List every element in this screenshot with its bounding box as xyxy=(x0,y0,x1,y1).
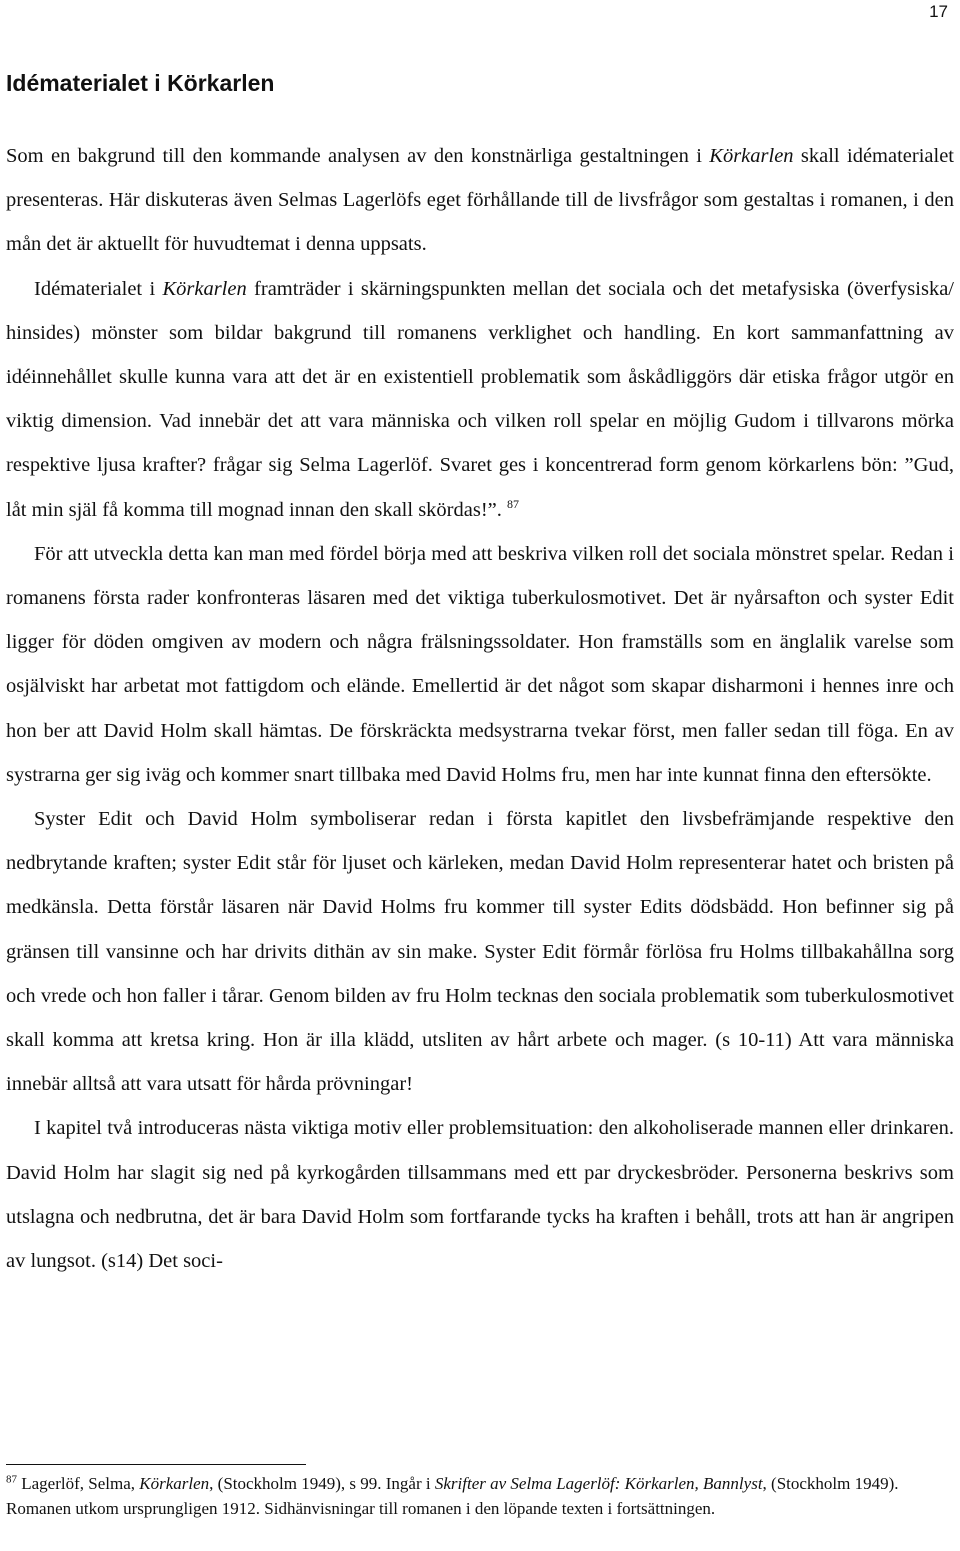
page-number: 17 xyxy=(929,2,948,21)
intro-paragraph xyxy=(6,134,954,267)
para2-text-1: Idématerialet i xyxy=(34,277,163,300)
footnote-number: 87 xyxy=(6,1473,17,1486)
footnote-italic-1: Körkarlen xyxy=(139,1474,210,1493)
section-heading: Idématerialet i Körkarlen xyxy=(6,70,275,96)
footnote xyxy=(6,1472,952,1521)
paragraph-3: För att utveckla detta kan man med fördel börja med att beskriva vilken roll det sociala mönstret spelar. Redan i romanens första rader konfronteras läsaren med det viktiga tuberkulosmotivet. Det är nyårsafton och syster Edit ligger för döden omgiven av modern och några frälsningssoldater. Hon framställs som en änglalik varelse som osjälviskt har arbetat mot fattigdom och elände. Emellertid är det något som skapar disharmoni i hennes inre och hon ber att David Holm skall hämtas. De förskräckta medsystrarna tvekar först, men faller sedan till föga. En av systrarna ger sig iväg och kommer snart tillbaka med David Holms fru, men har inte kunnat finna den eftersökte. xyxy=(6,542,954,786)
footnote-divider xyxy=(6,1464,306,1465)
body-text xyxy=(6,134,954,1283)
para2-title-italic: Körkarlen xyxy=(162,277,247,300)
footnote-italic-2: Skrifter av Selma Lagerlöf: Körkarlen, Bannlyst xyxy=(434,1474,763,1493)
paragraph-2 xyxy=(6,267,954,532)
paragraph-4: Syster Edit och David Holm symboliserar redan i första kapitlet den livsbefrämjande respektive den nedbrytande kraften; syster Edit står för ljuset och kärleken, medan David Holm representerar hatet och bristen på medkänsla. Detta förstår läsaren när David Holms fru kommer till syster Edits dödsbädd. Hon befinner sig på gränsen till vansinne och har drivits dithän av sin make. Syster Edit förmår förlösa fru Holms tillbakahållna sorg och vrede och hon faller i tårar. Genom bilden av fru Holm tecknas den sociala problematik som tuberkulosmotivet skall komma att kretsa kring. Hon är illa klädd, utsliten av hårt arbete och mager. (s 10-11) Att vara människa innebär alltså att vara utsatt för hårda prövningar! xyxy=(6,808,954,1096)
paragraph-5: I kapitel två introduceras nästa viktiga motiv eller problemsituation: den alkoholiserade mannen eller drinkaren. David Holm har slagit sig ned på kyrkogården tillsammans med ett par dryckesbröder. Personerna beskrivs som utslagna och nedbrutna, det är bara David Holm som fortfarande tycks ha kraften i behåll, trots att han är angripen av lungsot. (s14) Det soci- xyxy=(6,1117,954,1273)
intro-title-italic: Körkarlen xyxy=(709,145,794,167)
footnote-text-3: , (Stockholm 1949). Romanen utkom ursprungligen 1912. Sidhänvisningar till romanen i den löpande texten i fortsättningen. xyxy=(6,1474,899,1518)
footnote-text-1: Lagerlöf, Selma, xyxy=(17,1474,140,1493)
para2-text-2: framträder i skärningspunkten mellan det sociala och det metafysiska (överfysiska/ hinsides) mönster som bildar bakgrund till romanens verklighet och handling. En kort sammanfattning av idéinnehållet skulle kunna vara att det är en existentiell problematik som åskådliggörs där etiska frågor utgör en viktig dimension. Vad innebär det att vara människa och vilken roll spelar en möjlig Gudom i tillvarons mörka respektive ljusa krafter? frågar sig Selma Lagerlöf. Svaret ges i koncentrerad form genom körkarlens bön: ”Gud, låt min själ få komma till mognad innan den skall skördas!”. xyxy=(6,277,954,521)
intro-text-2: skall idématerialet presenteras. Här diskuteras även Selmas Lagerlöfs eget förhållande till de livsfrågor som gestaltas i romanen, i den mån det är aktuellt för huvudtemat i denna uppsats. xyxy=(6,145,954,256)
intro-text-1: Som en bakgrund till den kommande analysen av den konstnärliga gestaltningen i xyxy=(6,145,710,167)
footnote-reference: 87 xyxy=(507,496,520,511)
footnote-text-2: , (Stockholm 1949), s 99. Ingår i xyxy=(209,1474,435,1493)
